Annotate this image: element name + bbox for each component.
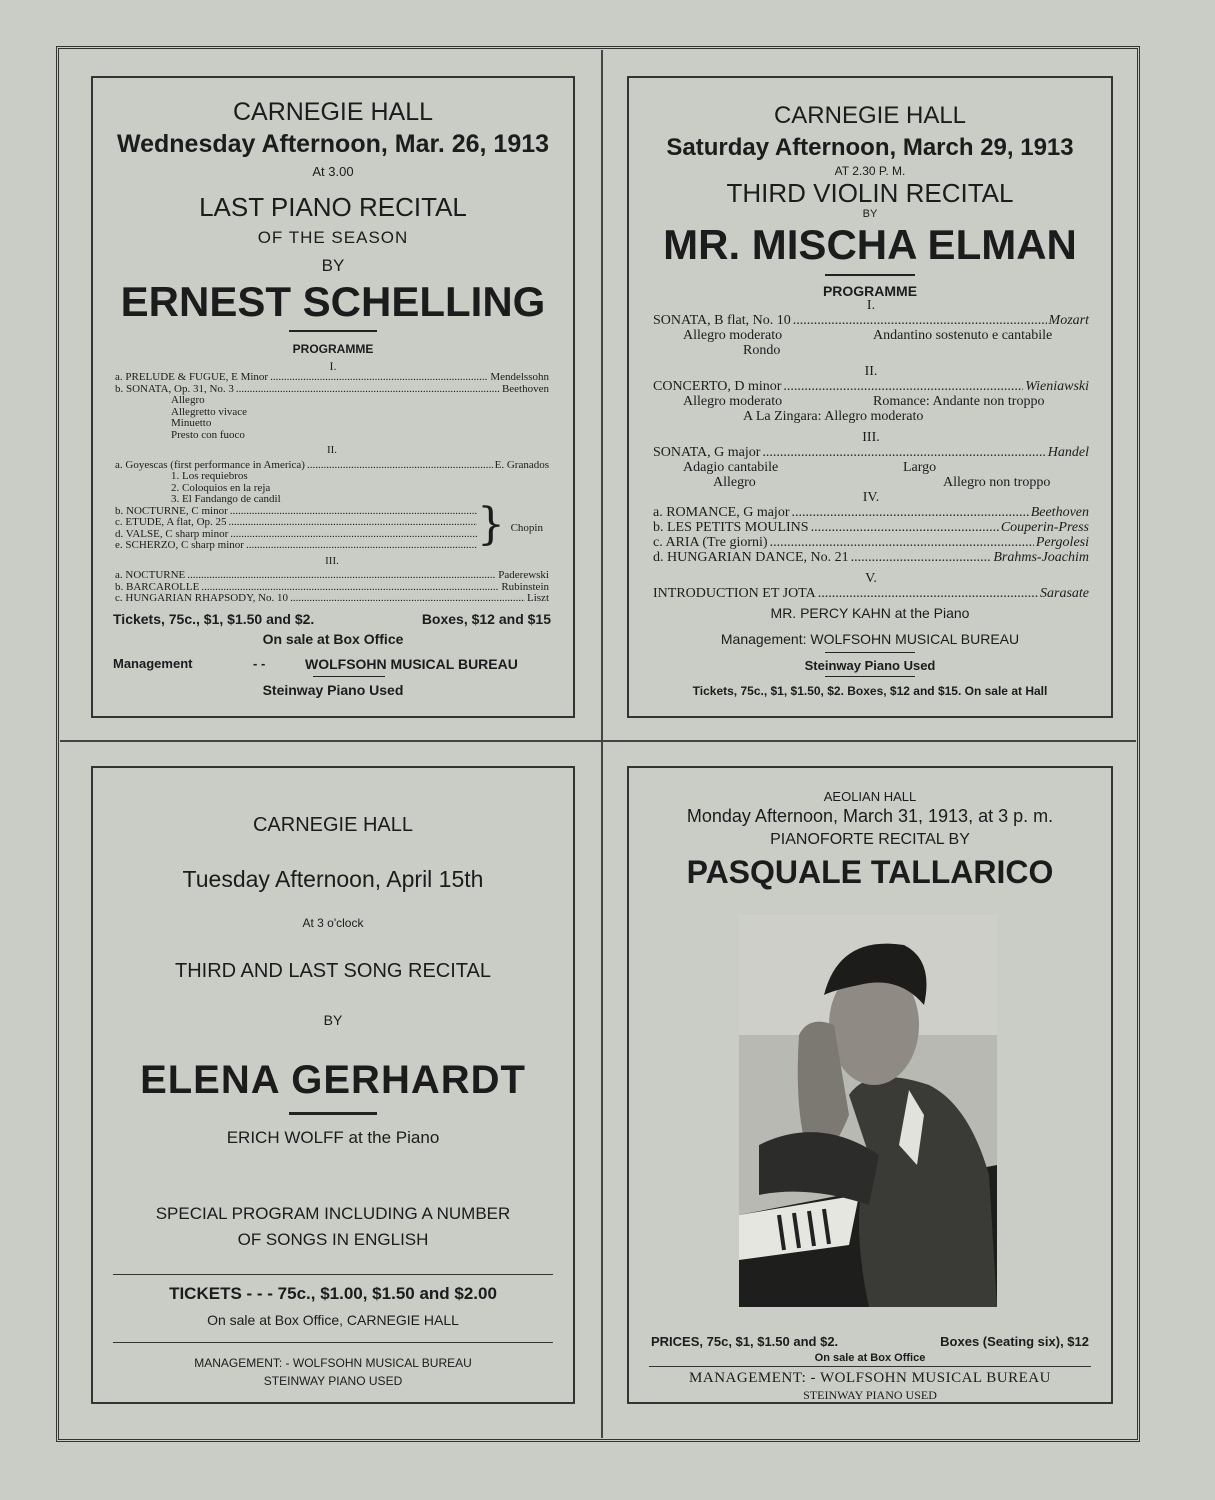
time: AT 2.30 P. M. xyxy=(834,164,906,178)
by: BY xyxy=(323,1012,343,1028)
management: MANAGEMENT: - WOLFSOHN MUSICAL BUREAU xyxy=(689,1370,1051,1386)
venue: AEOLIAN HALL xyxy=(823,789,917,804)
date: Monday Afternoon, March 31, 1913, at 3 p. m. xyxy=(686,806,1054,826)
movement: Rondo xyxy=(743,343,781,358)
accompanist: MR. PERCY KAHN at the Piano xyxy=(770,605,970,621)
management: Management: WOLFSOHN MUSICAL BUREAU xyxy=(720,631,1020,647)
piano-note: STEINWAY PIANO USED xyxy=(263,1374,403,1388)
venue: CARNEGIE HALL xyxy=(232,98,434,126)
special-program-line2: OF SONGS IN ENGLISH xyxy=(237,1230,429,1249)
rule xyxy=(825,652,915,653)
recital-title: PIANOFORTE RECITAL BY xyxy=(770,831,970,848)
part-2: II. xyxy=(864,364,878,379)
movement-row: Allegro moderato Andantino sostenuto e cantabile xyxy=(683,328,1053,343)
program-item: c. HUNGARIAN RHAPSODY, No. 10 ..... Liszt xyxy=(115,593,549,605)
portrait-photo xyxy=(739,915,997,1307)
venue: CARNEGIE HALL xyxy=(252,814,414,836)
program-item: CONCERTO, D minor ..... Wieniawski xyxy=(653,379,1089,394)
artist-name: ERNEST SCHELLING xyxy=(120,278,546,325)
program-item: b. BARCAROLLE ..... Rubinstein xyxy=(115,582,549,594)
elman-ad xyxy=(627,76,1113,718)
movement: Allegro xyxy=(171,394,205,406)
movement-row: Allegro Allegro non troppo xyxy=(713,475,1051,490)
movement: Minuetto xyxy=(171,417,212,429)
by: BY xyxy=(862,208,878,220)
goyescas-item: 3. El Fandango de candil xyxy=(171,493,281,505)
ticket-prices: PRICES, 75c, $1, $1.50 and $2. xyxy=(651,1334,839,1349)
program-item: c. ARIA (Tre giorni) ..... Pergolesi xyxy=(653,535,1089,550)
vertical-divider xyxy=(601,50,603,1438)
gerhardt-ad xyxy=(91,766,575,1404)
movement: Allegretto vivace xyxy=(171,405,248,418)
part-5: V. xyxy=(865,571,877,586)
rule xyxy=(649,1366,1091,1367)
part-3: III. xyxy=(862,430,880,445)
accompanist: ERICH WOLFF at the Piano xyxy=(226,1128,440,1147)
sale-info: On sale at Box Office xyxy=(262,631,404,647)
part-1: I. xyxy=(866,298,876,313)
programme-list xyxy=(115,372,549,605)
ticket-prices: Tickets, 75c., $1, $1.50 and $2. xyxy=(113,611,315,627)
program-item: SONATA, B flat, No. 10 ..... Mozart xyxy=(653,313,1089,328)
schelling-ad xyxy=(91,76,575,718)
program-item: SONATA, G major ..... Handel xyxy=(653,445,1089,460)
piano-note: STEINWAY PIANO USED xyxy=(803,1388,937,1402)
goyescas-item: 2. Coloquios en la reja xyxy=(171,481,271,494)
by: BY xyxy=(321,256,345,275)
sale-info: On sale at Box Office xyxy=(814,1352,926,1364)
program-item: INTRODUCTION ET JOTA ..... Sarasate xyxy=(653,586,1089,601)
part-1: I. xyxy=(329,359,337,373)
box-prices: Boxes (Seating six), $12 xyxy=(940,1334,1089,1349)
rule xyxy=(113,1342,553,1343)
ticket-info: Tickets, 75c., $1, $1.50, $2. Boxes, $12 and $15. On sale at Hall xyxy=(692,684,1048,698)
date: Saturday Afternoon, March 29, 1913 xyxy=(666,134,1074,161)
brace-icon: } xyxy=(477,498,505,550)
ticket-prices: TICKETS - - - 75c., $1.00, $1.50 and $2.00 xyxy=(169,1284,497,1303)
movement: A La Zingara: Allegro moderato xyxy=(743,409,924,424)
piano-note: Steinway Piano Used xyxy=(262,682,404,698)
rule xyxy=(289,330,377,332)
artist-name: PASQUALE TALLARICO xyxy=(686,854,1054,890)
program-item: d. HUNGARIAN DANCE, No. 21 ..... Brahms-Joachim xyxy=(653,550,1089,565)
program-item: d. VALSE, C sharp minor ..... xyxy=(115,529,479,541)
recital-title: THIRD VIOLIN RECITAL xyxy=(726,178,1014,208)
rule xyxy=(825,676,915,677)
program-item: e. SCHERZO, C sharp minor ..... xyxy=(115,540,479,552)
movement: Presto con fuoco xyxy=(171,428,245,441)
sale-info: On sale at Box Office, CARNEGIE HALL xyxy=(207,1312,459,1328)
rule xyxy=(113,1274,553,1275)
program-item: b. SONATA, Op. 31, No. 3 ..... Beethoven xyxy=(115,384,549,396)
special-program-line1: SPECIAL PROGRAM INCLUDING A NUMBER xyxy=(155,1204,511,1223)
tallarico-ad xyxy=(627,766,1113,1404)
programme-heading: PROGRAMME xyxy=(292,342,374,356)
recital-title: THIRD AND LAST SONG RECITAL xyxy=(175,960,491,982)
program-item: a. PRELUDE & FUGUE, E Minor ..... Mendelssohn xyxy=(115,372,549,384)
time: At 3 o'clock xyxy=(302,916,364,930)
artist-name: ELENA GERHARDT xyxy=(140,1058,526,1102)
date: Wednesday Afternoon, Mar. 26, 1913 xyxy=(116,130,550,158)
programme-heading: PROGRAMME xyxy=(822,283,918,299)
programme-list xyxy=(653,298,1089,601)
part-4: IV. xyxy=(862,490,880,505)
management: MANAGEMENT: - WOLFSOHN MUSICAL BUREAU xyxy=(194,1356,472,1370)
rule xyxy=(313,676,385,677)
movement-row: Adagio cantabile Largo xyxy=(683,460,937,475)
season: OF THE SEASON xyxy=(257,228,409,247)
part-3: III. xyxy=(325,554,339,567)
piano-note: Steinway Piano Used xyxy=(804,658,936,673)
box-prices: Boxes, $12 and $15 xyxy=(421,611,551,627)
program-item: c. ETUDE, A flat, Op. 25 ..... xyxy=(115,517,479,529)
movement-row: Allegro moderato Romance: Andante non troppo xyxy=(683,394,1045,409)
date: Tuesday Afternoon, April 15th xyxy=(182,866,484,892)
horizontal-divider xyxy=(60,740,1136,742)
program-item: a. NOCTURNE ..... Paderewski xyxy=(115,570,549,582)
time: At 3.00 xyxy=(312,164,354,179)
rule xyxy=(825,274,915,276)
artist-name: MR. MISCHA ELMAN xyxy=(663,221,1077,268)
program-item: a. Goyescas (first performance in America) ..... E. Granados xyxy=(115,460,549,472)
goyescas-item: 1. Los requiebros xyxy=(171,470,248,482)
portrait-image xyxy=(739,915,997,1307)
program-item: b. LES PETITS MOULINS ..... Couperin-Press xyxy=(653,520,1089,535)
management-label: Management xyxy=(113,656,193,671)
rule xyxy=(289,1112,377,1115)
venue: CARNEGIE HALL xyxy=(773,102,967,129)
part-2: II. xyxy=(326,444,338,456)
management-dash: - - xyxy=(253,656,266,671)
recital-title: LAST PIANO RECITAL xyxy=(199,192,467,222)
management: WOLFSOHN MUSICAL BUREAU xyxy=(305,656,518,672)
composer: Chopin xyxy=(510,521,543,534)
program-item: a. ROMANCE, G major ..... Beethoven xyxy=(653,505,1089,520)
program-item: b. NOCTURNE, C minor ..... xyxy=(115,506,479,518)
